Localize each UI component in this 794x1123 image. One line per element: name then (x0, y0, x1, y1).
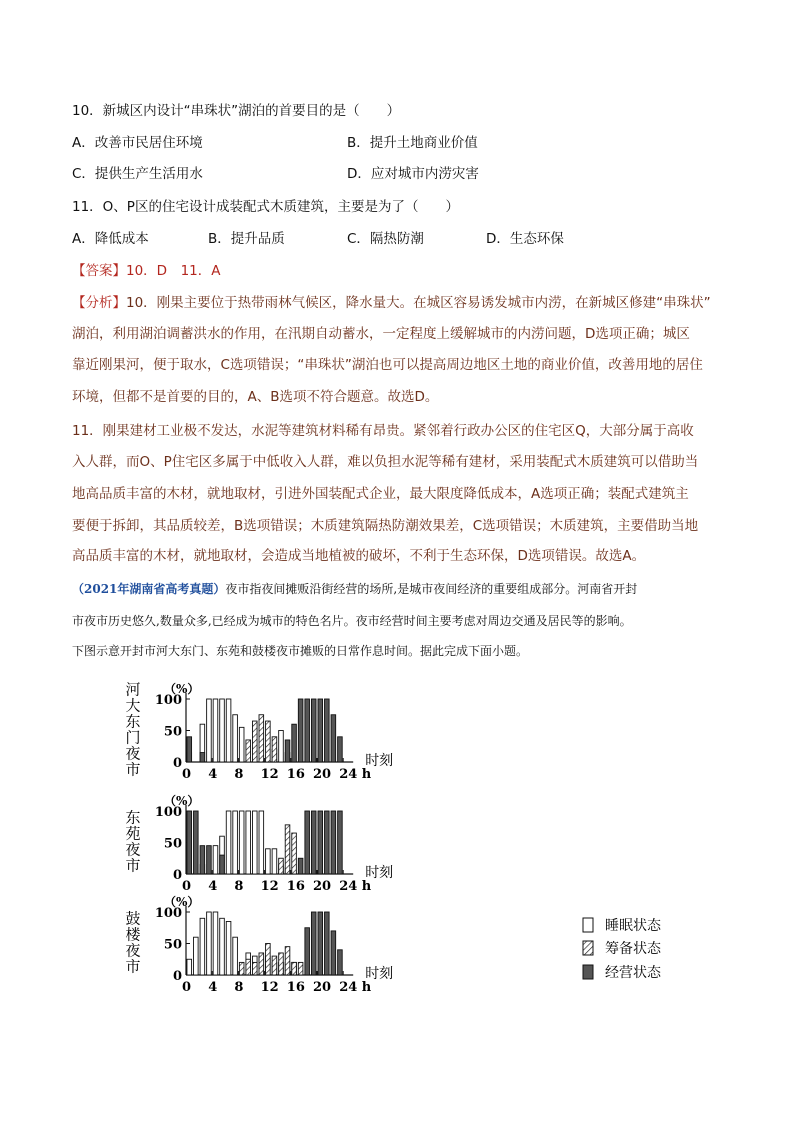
analysis-line-7: 地高品质丰富的木材，就地取材，引进外国装配式企业，最大限度降低成本，A选项正确；装配式建筑主 (72, 486, 689, 502)
bar-睡眠状态-h12 (266, 849, 271, 874)
bar-睡眠状态-h11 (259, 811, 264, 874)
legend-label: 经营状态 (605, 965, 661, 981)
bar-睡眠状态-h5 (220, 699, 225, 762)
bar-筹备状态-h9 (246, 959, 251, 975)
bar-筹备状态-h8 (239, 962, 244, 975)
chart-panel-2 (125, 793, 393, 894)
x-tick-label: 20 (313, 879, 332, 894)
y-unit-label: （%） (164, 895, 200, 909)
legend-label: 睡眠状态 (605, 918, 661, 934)
bar-经营状态-h21 (325, 811, 330, 874)
analysis-line-4: 环境，但都不是首要的目的，A、B选项不符合题意。故选D。 (72, 389, 439, 405)
answer-label: 【答案】 (72, 263, 126, 279)
bar-经营状态-h19 (311, 912, 316, 975)
panel-title-char: 东 (125, 808, 141, 827)
bar-经营状态-h17 (298, 699, 303, 762)
bar-筹备状态-h14 (279, 953, 284, 975)
bar-经营状态-h23 (338, 811, 343, 874)
y-tick-label: 100 (154, 693, 182, 708)
x-tick-label: 16 (286, 767, 305, 782)
x-tick-label: 12 (260, 980, 279, 995)
bar-经营状态-h18 (305, 699, 310, 762)
bar-筹备状态-h9 (246, 740, 251, 762)
intro-line-1: （2021年湖南省高考真题）夜市指夜间摊贩沿街经营的场所,是城市夜间经济的重要组成部分。河南省开封 (72, 582, 638, 596)
bar-经营状态-h20 (318, 912, 323, 975)
panel-title-char: 夜 (125, 744, 141, 763)
analysis-line-5: 11．刚果建材工业极不发达，水泥等建筑材料稀有昂贵。紧邻着行政办公区的住宅区Q，大部分属于高收 (72, 423, 694, 439)
x-tick-label: 4 (208, 879, 218, 894)
x-tick-label: 24 h (339, 767, 372, 782)
x-tick-label: 4 (208, 767, 218, 782)
bar-睡眠状态-h4 (213, 699, 218, 762)
bar-睡眠状态-h9 (246, 811, 251, 874)
bar-睡眠状态-h14 (279, 731, 284, 763)
bar-经营状态-h20 (318, 811, 323, 874)
bar-睡眠状态-h4 (213, 912, 218, 975)
bar-经营状态-h5 (220, 855, 225, 874)
bar-经营状态-h21 (325, 912, 330, 975)
bar-筹备状态-h11 (259, 715, 264, 762)
bar-筹备状态-h10 (252, 721, 257, 762)
bar-筹备状态-h14 (279, 858, 284, 874)
bar-经营状态-h22 (331, 931, 336, 975)
x-tick-label: 16 (286, 879, 305, 894)
x-tick-label: 8 (234, 767, 244, 782)
bar-睡眠状态-h3 (207, 912, 212, 975)
bar-经营状态-h17 (298, 858, 303, 874)
q11-stem: 11．O、P区的住宅设计成装配式木质建筑，主要是为了（ ） (72, 199, 459, 215)
bar-经营状态-h20 (318, 699, 323, 762)
legend-swatch (583, 918, 593, 932)
bar-经营状态-h0 (187, 811, 192, 874)
chart-panel-3 (125, 894, 393, 995)
bar-经营状态-h2 (200, 846, 205, 874)
bar-筹备状态-h10 (252, 962, 257, 975)
x-tick-label: 24 h (339, 879, 372, 894)
y-tick-label: 100 (154, 906, 182, 921)
bar-睡眠状态-h13 (272, 849, 277, 874)
x-axis-label: 时刻 (365, 753, 394, 769)
x-tick-label: 8 (234, 980, 244, 995)
q10-stem: 10．新城区内设计“串珠状”湖泊的首要目的是（ ） (72, 103, 401, 119)
y-tick-label: 50 (163, 724, 182, 740)
bar-筹备状态-h13 (272, 956, 277, 975)
x-tick-label: 20 (313, 767, 332, 782)
analysis-line-3: 靠近刚果河，便于取水，C选项错误；“串珠状”湖泊也可以提高周边地区土地的商业价值，改善用地的居住 (72, 357, 703, 373)
bar-睡眠状态-h8 (239, 811, 244, 874)
panel-title-char: 门 (125, 728, 141, 747)
bar-筹备状态-h17 (298, 962, 303, 975)
x-tick-label: 12 (260, 767, 279, 782)
panel-title-char: 大 (125, 696, 141, 715)
bar-经营状态-h23 (338, 737, 343, 762)
bar-经营状态-h19 (311, 699, 316, 762)
y-tick-label: 0 (172, 969, 182, 984)
chart-legend (583, 918, 662, 981)
panel-title-char: 市 (125, 760, 141, 779)
x-tick-label: 0 (182, 980, 192, 995)
analysis-line-1: 【分析】10．刚果主要位于热带雨林气候区，降水量大。在城区容易诱发城市内涝，在新城区修建“串珠状” (72, 295, 711, 311)
bar-筹备状态-h16 (292, 833, 297, 874)
bar-筹备状态-h13 (272, 737, 277, 762)
panel-title-char: 东 (125, 712, 141, 731)
analysis-line-9: 高品质丰富的木材，就地取材，会造成当地植被的破坏，不利于生态环保，D选项错误。故选A。 (72, 548, 646, 564)
legend-swatch (583, 941, 593, 955)
q11-option-b: B．提升品质 (208, 231, 285, 247)
q10-option-c: C．提供生产生活用水 (72, 166, 203, 182)
source-tag: （2021年湖南省高考真题） (72, 582, 226, 596)
bar-睡眠状态-h6 (226, 811, 231, 874)
bar-筹备状态-h12 (266, 721, 271, 762)
bar-经营状态-h18 (305, 928, 310, 975)
x-tick-label: 4 (208, 980, 218, 995)
bar-经营状态-h1 (194, 811, 199, 874)
x-axis-label: 时刻 (365, 865, 394, 881)
bar-经营状态-h16 (292, 724, 297, 762)
panel-title-char: 鼓 (125, 909, 141, 928)
x-tick-label: 12 (260, 879, 279, 894)
bar-睡眠状态-h7 (233, 715, 238, 762)
intro-line-2: 市夜市历史悠久,数量众多,已经成为城市的特色名片。夜市经营时间主要考虑对周边交通及居民等的影响。 (72, 614, 632, 628)
bar-睡眠状态-h4 (213, 846, 218, 874)
q10-option-d: D．应对城市内涝灾害 (347, 166, 479, 182)
bar-睡眠状态-h10 (252, 811, 257, 874)
bar-睡眠状态-h1 (194, 937, 199, 975)
bar-筹备状态-h11 (259, 953, 264, 975)
q11-option-d: D．生态环保 (486, 231, 564, 247)
bar-筹备状态-h15 (285, 947, 290, 975)
x-tick-label: 0 (182, 767, 192, 782)
x-tick-label: 8 (234, 879, 244, 894)
bar-睡眠状态-h7 (233, 811, 238, 874)
bar-睡眠状态-h7 (233, 937, 238, 975)
bar-经营状态-h22 (331, 811, 336, 874)
q11-option-a: A．降低成本 (72, 231, 149, 247)
analysis-line-6: 入人群，而O、P住宅区多属于中低收入人群，难以负担水泥等稀有建材，采用装配式木质建筑可以借助当 (72, 454, 699, 470)
bar-经营状态-h21 (325, 699, 330, 762)
bar-经营状态-h23 (338, 950, 343, 975)
panel-title-char: 市 (125, 957, 141, 976)
analysis-line-2: 湖泊，利用湖泊调蓄洪水的作用，在汛期自动蓄水，一定程度上缓解城市的内涝问题，D选项正确；城区 (72, 326, 690, 342)
q10-option-a: A．改善市民居住环境 (72, 135, 203, 151)
x-tick-label: 0 (182, 879, 192, 894)
q11-option-c: C．隔热防潮 (347, 231, 424, 247)
legend-label: 筹备状态 (605, 941, 661, 957)
y-tick-label: 50 (163, 836, 182, 852)
panel-title-char: 市 (125, 856, 141, 875)
bar-睡眠状态-h2 (200, 918, 205, 975)
analysis-line-8: 要便于拆卸，其品质较差，B选项错误；木质建筑隔热防潮效果差，C选项错误；木质建筑，主要借助当地 (72, 518, 699, 534)
bar-经营状态-h19 (311, 811, 316, 874)
panel-title-char: 楼 (125, 925, 141, 944)
q10-option-b: B．提升土地商业价值 (347, 135, 478, 151)
bar-经营状态-h2 (200, 753, 205, 762)
legend-swatch (583, 965, 593, 979)
bar-筹备状态-h16 (292, 962, 297, 975)
panel-title-char: 苑 (125, 824, 141, 843)
y-tick-label: 0 (172, 756, 182, 771)
panel-title-char: 夜 (125, 941, 141, 960)
x-tick-label: 24 h (339, 980, 372, 995)
x-tick-label: 16 (286, 980, 305, 995)
analysis-label: 【分析】 (72, 295, 126, 311)
bar-筹备状态-h15 (285, 825, 290, 874)
y-tick-label: 0 (172, 868, 182, 883)
y-unit-label: （%） (164, 794, 200, 808)
y-unit-label: （%） (164, 682, 200, 696)
answer-text: 10．D 11．A (126, 263, 221, 279)
intro-line-3: 下图示意开封市河大东门、东苑和鼓楼夜市摊贩的日常作息时间。据此完成下面小题。 (72, 644, 529, 658)
bar-筹备状态-h12 (266, 944, 271, 976)
chart-panel-1 (125, 681, 393, 783)
y-tick-label: 50 (163, 937, 182, 953)
panel-title-char: 夜 (125, 840, 141, 859)
bar-睡眠状态-h8 (239, 727, 244, 762)
bar-经营状态-h15 (285, 740, 290, 762)
bar-经营状态-h0 (187, 737, 192, 762)
bar-经营状态-h18 (305, 811, 310, 874)
bar-睡眠状态-h6 (226, 699, 231, 762)
bar-睡眠状态-h3 (207, 699, 212, 762)
bar-经营状态-h3 (207, 846, 212, 874)
y-tick-label: 100 (154, 805, 182, 820)
panel-title-char: 河 (125, 680, 141, 699)
x-tick-label: 20 (313, 980, 332, 995)
bar-睡眠状态-h6 (226, 921, 231, 975)
bar-经营状态-h22 (331, 715, 336, 762)
x-axis-label: 时刻 (365, 966, 394, 982)
bar-睡眠状态-h5 (220, 918, 225, 975)
bar-睡眠状态-h0 (187, 959, 192, 975)
